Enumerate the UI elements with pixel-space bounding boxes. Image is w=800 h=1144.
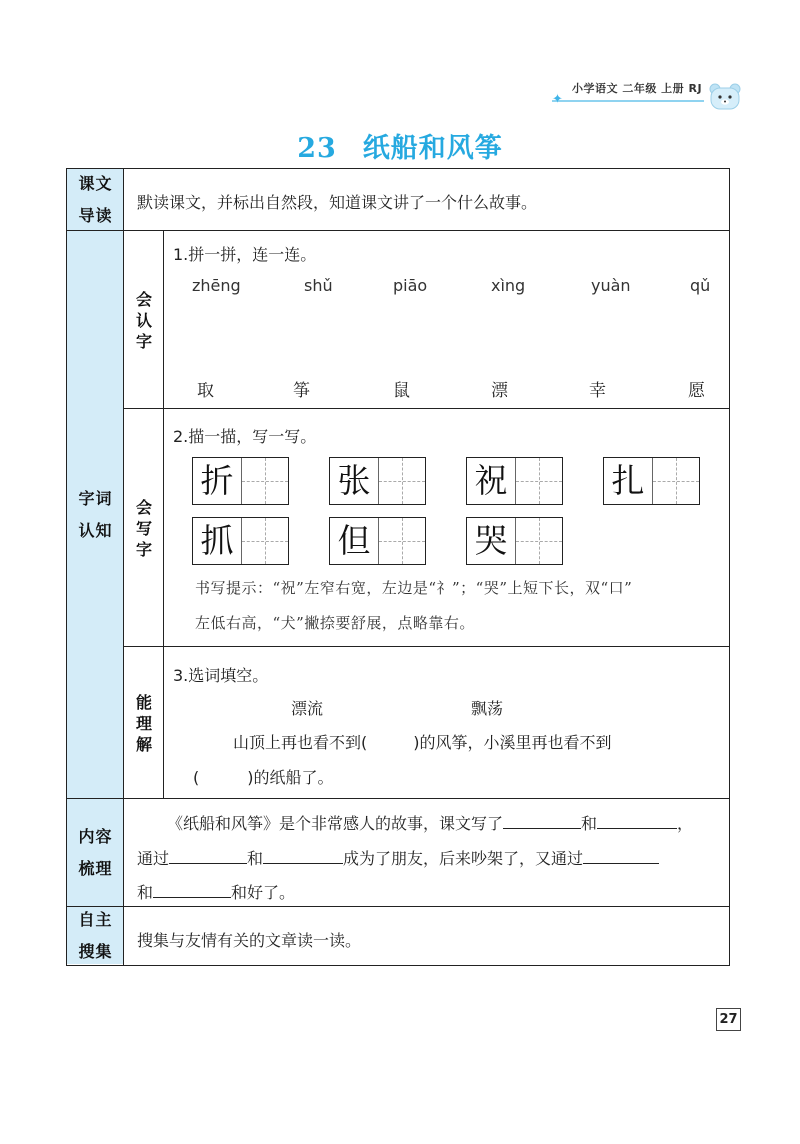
pinyin-item[interactable]: shǔ — [304, 276, 333, 295]
lesson-title — [0, 126, 800, 165]
character-item[interactable]: 愿 — [688, 381, 705, 401]
answer-blank[interactable] — [503, 814, 581, 829]
writing-grid[interactable] — [466, 517, 563, 565]
trace-character: 祝 — [474, 461, 508, 500]
content-text: 和好了。 — [231, 883, 296, 902]
content-label-1: 内容 — [78, 827, 113, 846]
writing-hint-line-2: 左低右高，“犬”撇捺要舒展，点略靠右。 — [195, 614, 475, 632]
writing-grid[interactable] — [466, 457, 563, 505]
content-text: 通过 — [137, 849, 170, 868]
sentence-part: )的纸船了。 — [247, 768, 334, 787]
sentence-part: )的风筝，小溪里再也看不到 — [413, 733, 612, 752]
reading-label-2: 导读 — [78, 206, 113, 225]
writing-grid[interactable] — [329, 517, 426, 565]
answer-blank[interactable] — [199, 769, 247, 783]
content-text: 《纸船和风筝》是个非常感人的故事，课文写了 — [167, 814, 504, 833]
writing-grid[interactable] — [192, 517, 289, 565]
character-item[interactable]: 幸 — [589, 381, 606, 401]
answer-blank[interactable] — [597, 814, 677, 829]
pinyin-item[interactable]: zhēng — [192, 276, 241, 295]
page-number: 27 — [716, 1008, 741, 1031]
star-icon: ✦ — [552, 92, 563, 107]
sentence-part: ( — [193, 768, 200, 787]
content-text: 成为了朋友，后来吵架了，又通过 — [343, 849, 584, 868]
recognize-header — [124, 231, 164, 409]
reading-label-1: 课文 — [78, 174, 113, 193]
bear-mascot-icon — [708, 82, 742, 110]
reading-text: 默读课文，并标出自然段，知道课文讲了一个什么故事。 — [137, 193, 538, 212]
pinyin-item[interactable]: xìng — [491, 276, 526, 295]
trace-character: 扎 — [611, 461, 645, 500]
understand-header — [124, 647, 164, 799]
reading-header — [67, 169, 124, 231]
content-label-2: 梳理 — [78, 859, 113, 878]
collect-label-1: 自主 — [78, 909, 113, 929]
words-label-1: 字词 — [78, 489, 113, 508]
lesson-number: 23 — [297, 133, 337, 164]
character-item[interactable]: 鼠 — [393, 381, 410, 401]
answer-blank[interactable] — [367, 734, 413, 748]
series-label: 小学语文 二年级 上册 RJ — [572, 82, 703, 95]
recognize-instruction: 1.拼一拼，连一连。 — [173, 245, 317, 264]
recognize-label: 会认字 — [135, 289, 152, 351]
worksheet-table — [66, 168, 730, 966]
words-header — [67, 231, 124, 799]
trace-character: 哭 — [474, 521, 508, 560]
trace-character: 张 — [337, 461, 371, 500]
character-item[interactable]: 取 — [197, 381, 214, 401]
content-header — [67, 799, 124, 907]
trace-character: 但 — [337, 521, 371, 560]
character-item[interactable]: 筝 — [293, 381, 310, 401]
fill-sentence-line-2 — [193, 765, 334, 788]
words-label-2: 认知 — [78, 521, 113, 540]
answer-blank[interactable] — [583, 849, 659, 864]
series-header — [552, 80, 742, 116]
collect-header — [67, 907, 124, 964]
write-instruction: 2.描一描，写一写。 — [173, 427, 317, 446]
content-line-3 — [137, 880, 295, 903]
content-line-2 — [137, 846, 659, 869]
pinyin-item[interactable]: yuàn — [591, 276, 631, 295]
understand-instruction: 3.选词填空。 — [173, 666, 269, 685]
collect-label-2: 搜集 — [78, 941, 113, 961]
answer-blank[interactable] — [263, 849, 343, 864]
writing-grid[interactable] — [603, 457, 700, 505]
word-option[interactable]: 飘荡 — [471, 699, 504, 718]
sentence-part: 山顶上再也看不到( — [233, 733, 368, 752]
content-text: 和 — [581, 814, 598, 833]
pinyin-item[interactable]: piāo — [393, 276, 428, 295]
trace-character: 折 — [200, 461, 234, 500]
answer-blank[interactable] — [153, 883, 231, 898]
lesson-name: 纸船和风筝 — [362, 133, 503, 164]
collect-text: 搜集与友情有关的文章读一读。 — [137, 931, 362, 950]
write-label: 会写字 — [135, 497, 152, 559]
content-text: 和 — [247, 849, 264, 868]
writing-hint-line-1: 书写提示：“祝”左窄右宽，左边是“礻”；“哭”上短下长，双“口” — [195, 579, 633, 597]
writing-grid[interactable] — [329, 457, 426, 505]
word-option[interactable]: 漂流 — [291, 699, 324, 718]
character-item[interactable]: 漂 — [491, 381, 508, 401]
header-divider — [552, 100, 704, 102]
understand-label: 能理解 — [135, 692, 152, 754]
content-line-1 — [167, 811, 693, 834]
fill-sentence-line-1 — [233, 730, 612, 753]
content-text: ， — [677, 814, 694, 833]
write-header — [124, 409, 164, 647]
writing-grid[interactable] — [192, 457, 289, 505]
answer-blank[interactable] — [169, 849, 247, 864]
trace-character: 抓 — [200, 521, 234, 560]
content-text: 和 — [137, 883, 154, 902]
pinyin-item[interactable]: qǔ — [690, 276, 711, 295]
